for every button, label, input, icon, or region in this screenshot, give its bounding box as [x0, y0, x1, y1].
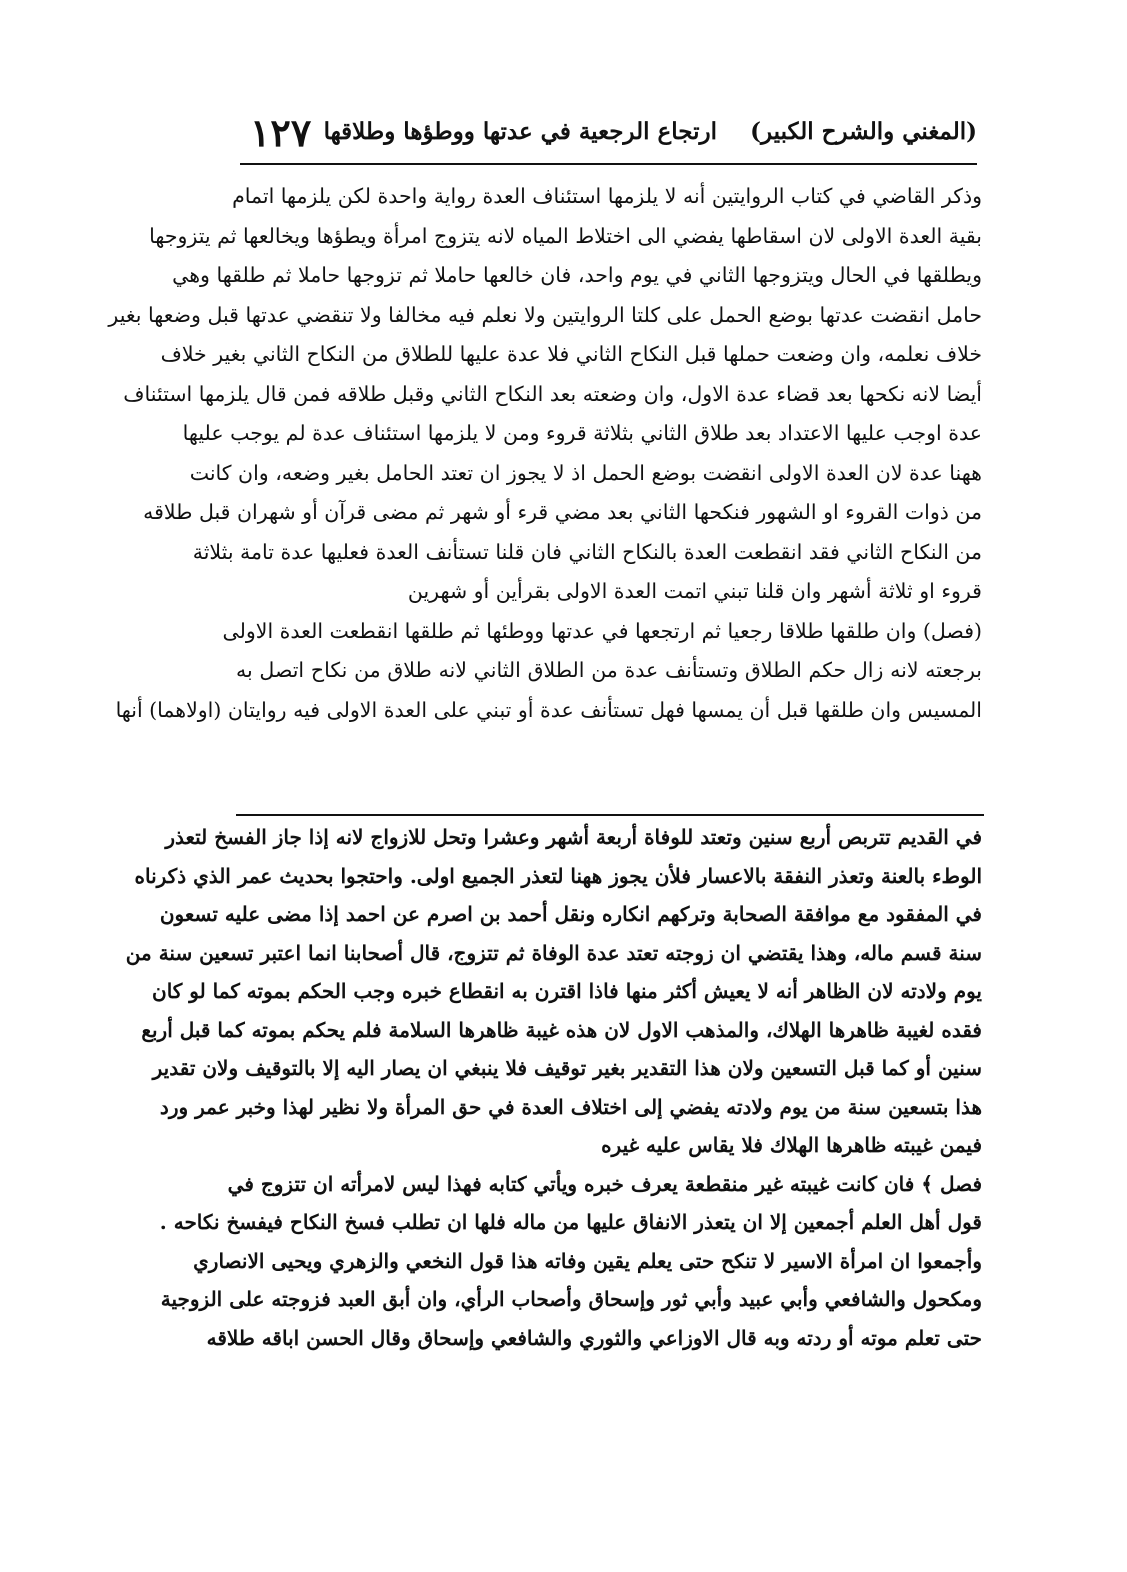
text-line: ههنا عدة لان العدة الاولى انقضت بوضع الحمل اذ لا يجوز ان تعتد الحامل بغير وضعه، وان كانت — [189, 460, 982, 485]
text-line: الوطء بالعنة وتعذر النفقة بالاعسار فلأن يجوز ههنا لتعذر الجميع اولى. واحتجوا بحديث عمر الذي ذكرناه — [134, 863, 982, 888]
text-line: فيمن غيبته ظاهرها الهلاك فلا يقاس عليه غيره — [601, 1133, 982, 1157]
text-line: من ذوات القروء او الشهور فنكحها الثاني بعد مضي قرء أو شهر ثم مضى قرآن أو شهران قبل طلاقه — [143, 500, 982, 524]
text-line: قروء او ثلاثة أشهر وان قلنا تبني اتمت العدة الاولى بقرأين أو شهرين — [407, 579, 982, 603]
text-line: برجعته لانه زال حكم الطلاق وتستأنف عدة من الطلاق الثاني لانه طلاق من نكاح اتصل به — [236, 658, 982, 682]
text-line: (فصل) وان طلقها طلاقا رجعيا ثم ارتجعها في عدتها ووطئها ثم طلقها انقطعت العدة الاولى — [222, 618, 982, 643]
header-rule — [240, 163, 977, 165]
text-line: ويطلقها في الحال ويتزوجها الثاني في يوم واحد، فان خالعها حاملا ثم تزوجها حاملا ثم طلقها وهي — [172, 263, 982, 287]
text-line: سنة قسم ماله، وهذا يقتضي ان زوجته تعتد عدة الوفاة ثم تتزوج، قال أصحابنا انما اعتبر تسعين سنة من — [125, 940, 982, 965]
text-line: من النكاح الثاني فقد انقطعت العدة بالنكاح الثاني فان قلنا تستأنف العدة فعليها عدة تامة بثلاثة — [192, 539, 982, 564]
text-line: بقية العدة الاولى لان اسقاطها يفضي الى اختلاط المياه لانه يتزوج امرأة ويطؤها ويخالعها ثم يتزوجها — [149, 223, 982, 248]
main-text — [108, 177, 982, 730]
text-line: وذكر القاضي في كتاب الروايتين أنه لا يلزمها استئناف العدة رواية واحدة لكن يلزمها اتمام — [232, 184, 982, 208]
page-header — [240, 112, 977, 168]
text-line: فقده لغيبة ظاهرها الهلاك، والمذهب الاول لان هذه غيبة ظاهرها السلامة فلم يحكم بموته كما قبل أربع — [141, 1017, 982, 1042]
text-line: في القديم تتربص أربع سنين وتعتد للوفاة أربعة أشهر وعشرا وتحل للازواج لانه إذا جاز الفسخ لتعذر — [165, 825, 982, 849]
text-line: فصل ﴾ فان كانت غيبته غير منقطعة يعرف خبره ويأتي كتابه فهذا ليس لامرأته ان تتزوج في — [227, 1171, 982, 1196]
commentary-text — [125, 818, 982, 1357]
text-line: في المفقود مع موافقة الصحابة وتركهم انكاره ونقل أحمد بن اصرم عن احمد إذا مضى عليه تسعون — [159, 902, 982, 926]
book-title: (المغني والشرح الكبير) — [750, 118, 977, 145]
text-line: المسيس وان طلقها قبل أن يمسها فهل تستأنف عدة أو تبني على العدة الاولى فيه روايتان (اولاهما) أنها — [115, 697, 982, 722]
text-line: هذا بتسعين سنة من يوم ولادته يفضي إلى اختلاف العدة في حق المرأة ولا نظير لهذا وخبر عمر ورد — [159, 1094, 982, 1119]
page-number: ١٢٧ — [250, 110, 312, 155]
text-line: قول أهل العلم أجمعين إلا ان يتعذر الانفاق عليها من ماله فلها ان تطلب فسخ النكاح فيفسخ نكاحه . — [159, 1210, 982, 1234]
text-line: وأجمعوا ان امرأة الاسير لا تنكح حتى يعلم يقين وفاته هذا قول النخعي والزهري ويحيى الانصاري — [193, 1248, 982, 1273]
text-line: خلاف نعلمه، وان وضعت حملها قبل النكاح الثاني فلا عدة عليها للطلاق من النكاح الثاني بغير خلاف — [160, 342, 982, 366]
text-line: ومكحول والشافعي وأبي عبيد وأبي ثور وإسحاق وأصحاب الرأي، وان أبق العبد فزوجته على الزوجية — [160, 1287, 982, 1311]
text-line: حامل انقضت عدتها بوضع الحمل على كلتا الروايتين ولا نعلم فيه مخالفا ولا تنقضي عدتها قبل وضعها بغير — [108, 302, 982, 327]
section-title: ارتجاع الرجعية في عدتها ووطؤها وطلاقها — [323, 118, 717, 145]
text-line: عدة اوجب عليها الاعتداد بعد طلاق الثاني بثلاثة قروء ومن لا يلزمها استئناف عدة لم يوجب عليها — [182, 421, 982, 445]
text-line: يوم ولادته لان الظاهر أنه لا يعيش أكثر منها فاذا اقترن به انقطاع خبره وجب الحكم بموته كما لو كان — [152, 979, 982, 1003]
text-line: حتى تعلم موته أو ردته وبه قال الاوزاعي والثوري والشافعي وإسحاق وقال الحسن اباقه طلاقه — [206, 1325, 982, 1350]
text-line: أيضا لانه نكحها بعد قضاء عدة الاول، وان وضعته بعد النكاح الثاني وقبل طلاقه فمن قال يلزمها استئناف — [123, 381, 982, 406]
section-divider — [236, 814, 984, 816]
text-line: سنين أو كما قبل التسعين ولان هذا التقدير بغير توقيف فلا ينبغي ان يصار اليه إلا بالتوقيف ولان تقدير — [152, 1056, 982, 1080]
